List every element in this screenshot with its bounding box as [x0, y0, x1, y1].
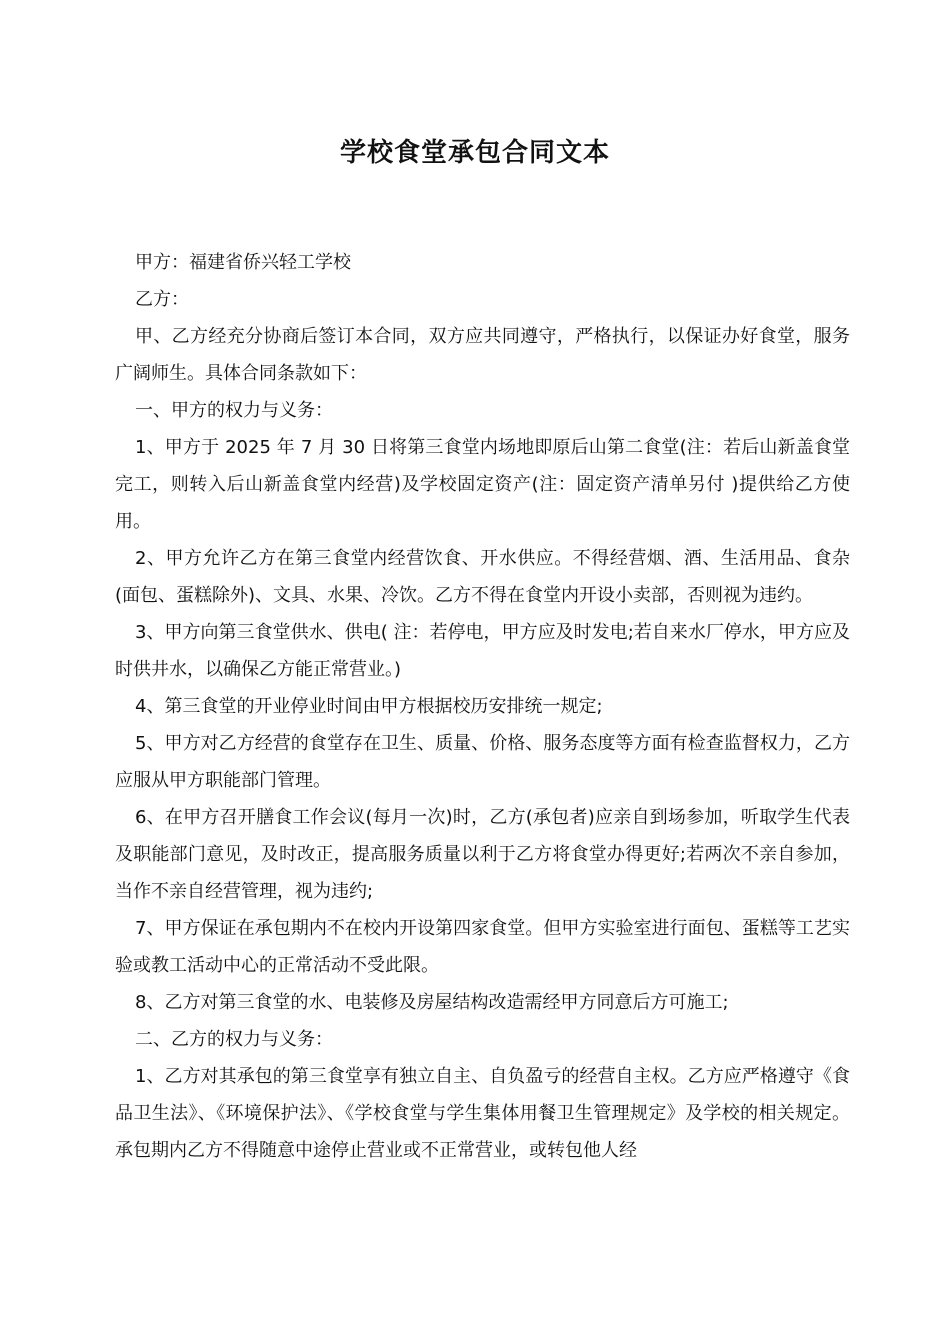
section-heading-party-a: 一、甲方的权力与义务：: [135, 400, 333, 421]
clause-a-4: 4、第三食堂的开业停业时间由甲方根据校历安排统一规定;: [135, 696, 603, 717]
party-b-line: 乙方：: [135, 289, 189, 310]
preamble-paragraph: 甲、乙方经充分协商后签订本合同，双方应共同遵守，严格执行，以保证办好食堂，服务广阔师生。具体合同条款如下：: [115, 326, 850, 384]
clause-b-1: 1、乙方对其承包的第三食堂享有独立自主、自负盈亏的经营自主权。乙方应严格遵守《食品卫生法》、《环境保护法》、《学校食堂与学生集体用餐卫生管理规定》及学校的相关规定。承包期内乙方不得随意中途停止营业或不正常营业，或转包他人经: [115, 1066, 850, 1161]
party-a-line: 甲方：福建省侨兴轻工学校: [135, 252, 351, 273]
clause-a-6: 6、在甲方召开膳食工作会议(每月一次)时，乙方(承包者)应亲自到场参加，听取学生代表及职能部门意见，及时改正，提高服务质量以利于乙方将食堂办得更好;若两次不亲自参加，当作不亲自经营管理，视为违约;: [115, 807, 850, 902]
clause-a-2: 2、甲方允许乙方在第三食堂内经营饮食、开水供应。不得经营烟、酒、生活用品、食杂(面包、蛋糕除外)、文具、水果、冷饮。乙方不得在食堂内开设小卖部，否则视为违约。: [115, 548, 850, 606]
document-title: 学校食堂承包合同文本: [339, 138, 610, 168]
clause-a-7: 7、甲方保证在承包期内不在校内开设第四家食堂。但甲方实验室进行面包、蛋糕等工艺实验或教工活动中心的正常活动不受此限。: [115, 918, 850, 976]
clause-a-1: 1、甲方于 2025 年 7 月 30 日将第三食堂内场地即原后山第二食堂(注：若后山新盖食堂完工，则转入后山新盖食堂内经营)及学校固定资产(注：固定资产清单另付 )提供给乙方使用。: [115, 437, 850, 532]
clause-a-3: 3、甲方向第三食堂供水、供电( 注：若停电，甲方应及时发电;若自来水厂停水，甲方应及时供井水，以确保乙方能正常营业。): [115, 622, 850, 680]
clause-a-8: 8、乙方对第三食堂的水、电装修及房屋结构改造需经甲方同意后方可施工;: [135, 992, 729, 1013]
document-body: [115, 244, 850, 1169]
section-heading-party-b: 二、乙方的权力与义务：: [135, 1029, 333, 1050]
clause-a-5: 5、甲方对乙方经营的食堂存在卫生、质量、价格、服务态度等方面有检查监督权力，乙方应服从甲方职能部门管理。: [115, 733, 850, 791]
